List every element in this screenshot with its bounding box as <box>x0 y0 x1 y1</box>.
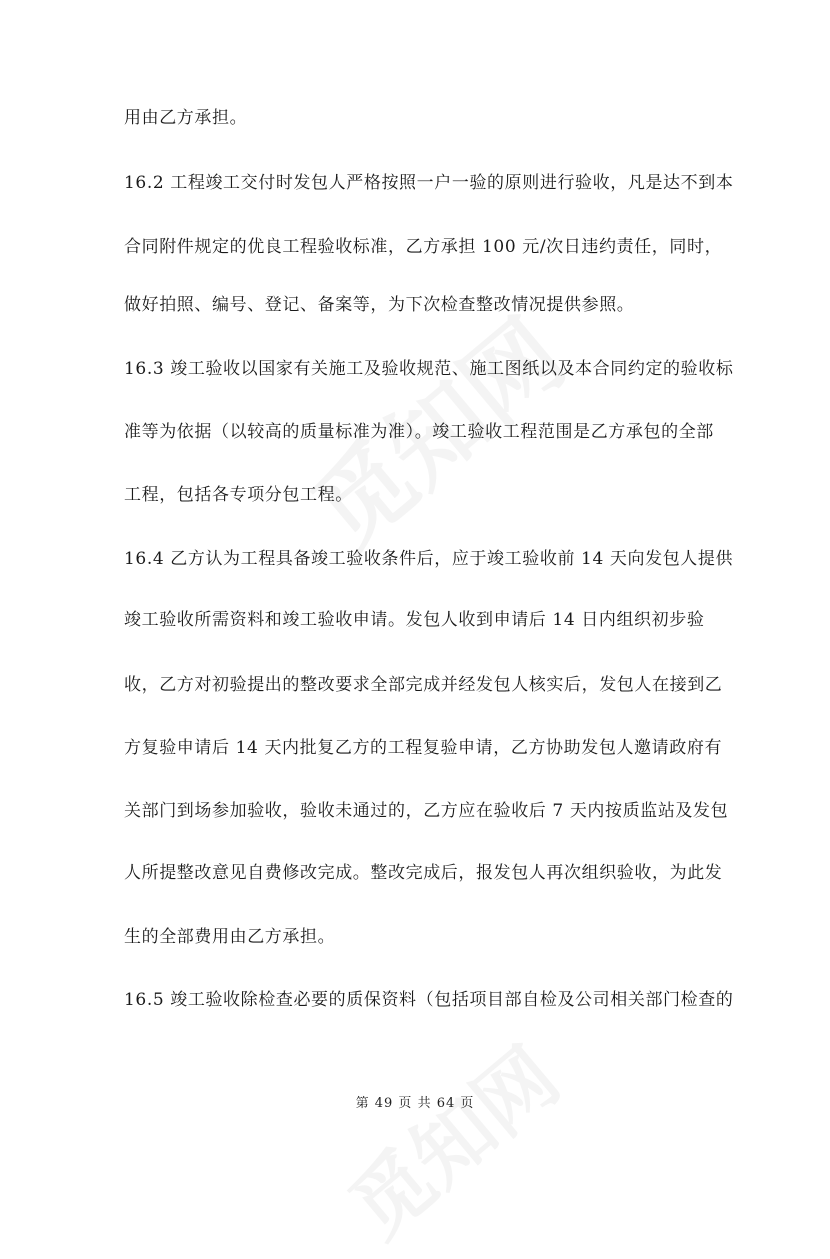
page-number-footer: 第 49 页 共 64 页 <box>355 1096 475 1111</box>
text-line-11: 方复验申请后 14 天内批复乙方的工程复验申请，乙方协助发包人邀请政府有 <box>124 738 723 758</box>
text-line-2: 16.2 工程竣工交付时发包人严格按照一户一验的原则进行验收，凡是达不到本 <box>124 173 734 193</box>
text-line-1: 用由乙方承担。 <box>124 108 248 128</box>
text-line-4: 做好拍照、编号、登记、备案等，为下次检查整改情况提供参照。 <box>124 295 635 315</box>
text-line-14: 生的全部费用由乙方承担。 <box>124 927 336 947</box>
text-line-15: 16.5 竣工验收除检查必要的质保资料（包括项目部自检及公司相关部门检查的 <box>124 990 734 1010</box>
text-line-3: 合同附件规定的优良工程验收标准，乙方承担 100 元/次日违约责任，同时， <box>124 237 723 257</box>
text-line-12: 关部门到场参加验收，验收未通过的，乙方应在验收后 7 天内按质监站及发包 <box>124 801 729 821</box>
text-line-13: 人所提整改意见自费修改完成。整改完成后，报发包人再次组织验收，为此发 <box>124 863 723 883</box>
text-line-8: 16.4 乙方认为工程具备竣工验收条件后，应于竣工验收前 14 天向发包人提供 <box>124 549 734 569</box>
text-line-5: 16.3 竣工验收以国家有关施工及验收规范、施工图纸以及本合同约定的验收标 <box>124 359 734 379</box>
text-line-10: 收，乙方对初验提出的整改要求全部完成并经发包人核实后，发包人在接到乙 <box>124 675 723 695</box>
text-line-6: 准等为依据（以较高的质量标准为准）。竣工验收工程范围是乙方承包的全部 <box>124 422 714 442</box>
watermark-bottom <box>321 1016 579 1258</box>
text-line-9: 竣工验收所需资料和竣工验收申请。发包人收到申请后 14 日内组织初步验 <box>124 610 705 630</box>
text-line-7: 工程，包括各专项分包工程。 <box>124 485 353 505</box>
